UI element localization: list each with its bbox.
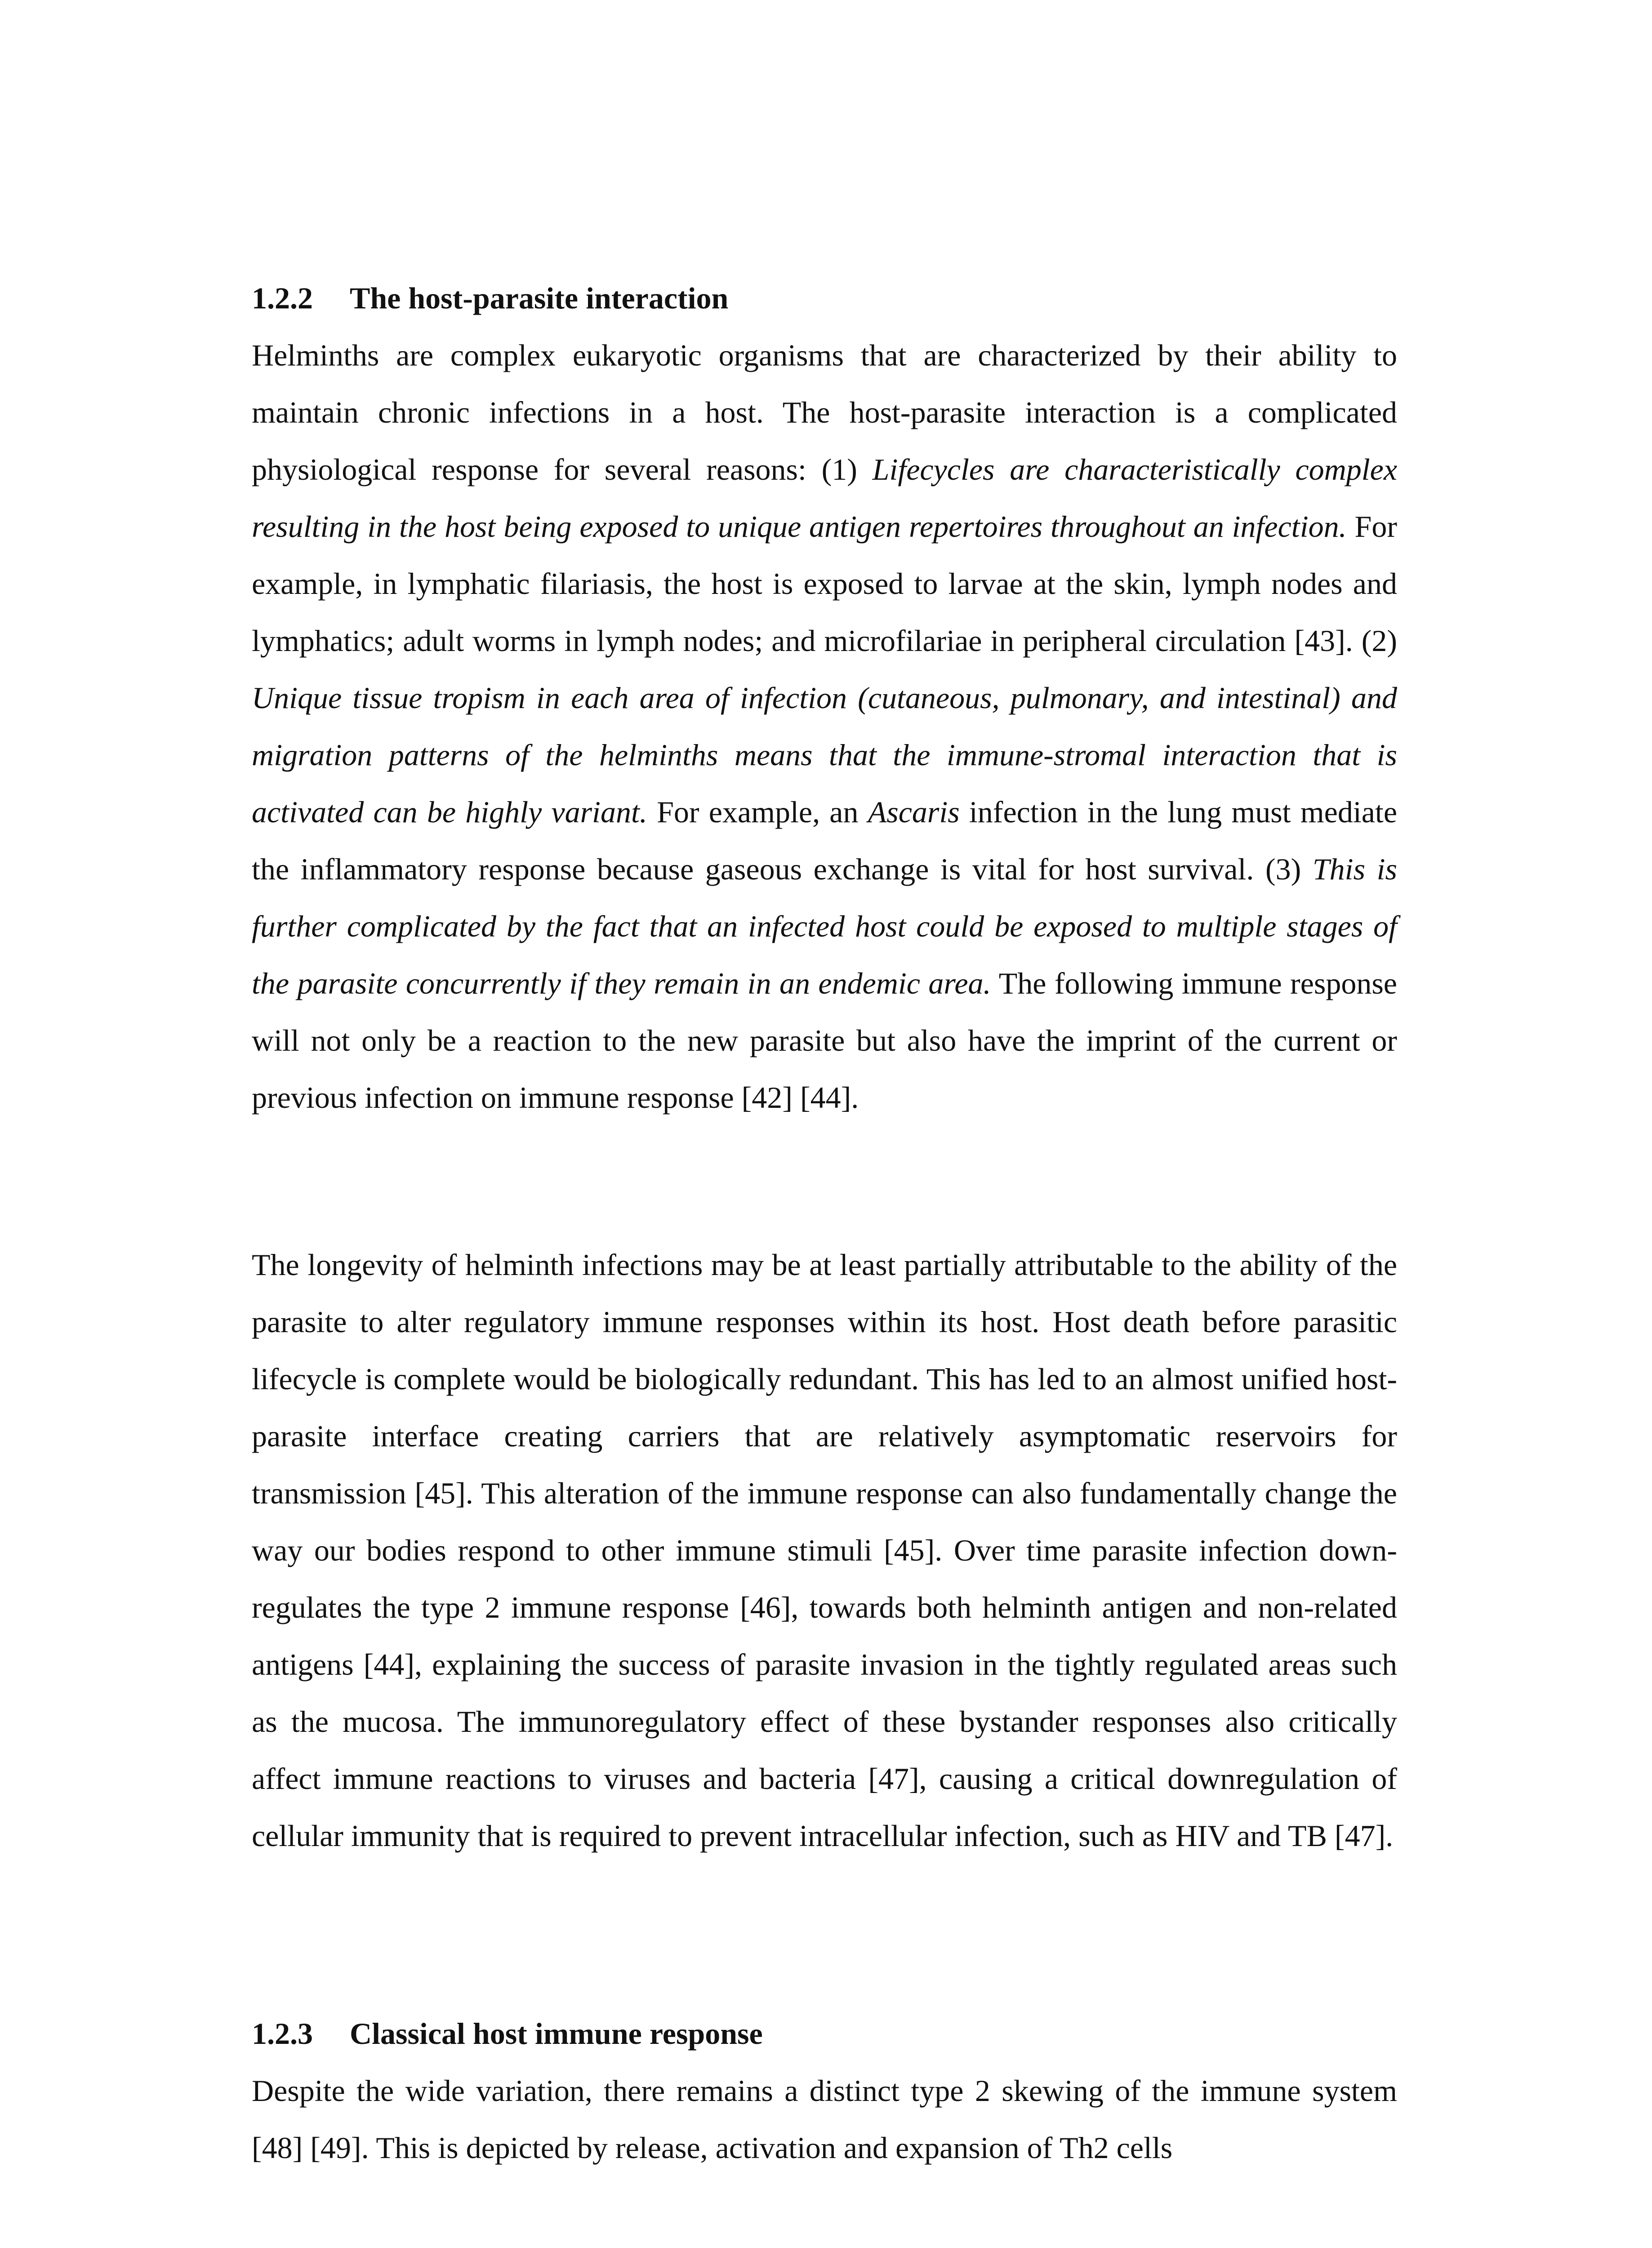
text-run: The following immune response will not only be a reaction to the new parasite but also have the imprint of the current or previous infection on immune response [42] [44].	[252, 966, 1397, 1115]
text-run: For example, in lymphatic filariasis, the host is exposed to larvae at the skin, lymph nodes and lymphatics; adult worms in lymph nodes; and microfilariae in peripheral circulation [43]. (2)	[252, 509, 1397, 658]
section-number: 1.2.3	[252, 2016, 313, 2051]
section-heading	[252, 270, 1397, 327]
text-run: Helminths are complex eukaryotic organisms that are characterized by their ability to maintain chronic infections in a host. The host-parasite interaction is a complicated physiological response for several reasons: (1)	[252, 338, 1397, 486]
section-number: 1.2.2	[252, 281, 313, 315]
body-paragraph: The longevity of helminth infections may be at least partially attributable to the ability of the parasite to alter regulatory immune responses within its host. Host death before parasitic lifecycle is complete would be biologically redundant. This has led to an almost unified host-parasite interface creating carriers that are relatively asymptomatic reservoirs for transmission [45]. This alteration of the immune response can also fundamentally change the way our bodies respond to other immune stimuli [45]. Over time parasite infection down-regulates the type 2 immune response [46], towards both helminth antigen and non-related antigens [44], explaining the success of parasite invasion in the tightly regulated areas such as the mucosa. The immunoregulatory effect of these bystander responses also critically affect immune reactions to viruses and bacteria [47], causing a critical downregulation of cellular immunity that is required to prevent intracellular infection, such as HIV and TB [47].	[252, 1248, 1397, 1853]
italic-species-name: Ascaris	[868, 795, 960, 829]
text-run: For example, an	[647, 795, 868, 829]
section-title: The host-parasite interaction	[350, 281, 729, 315]
italic-text-run: Lifecycles are characteristically complex resulting in the host being exposed to unique antigen repertoires throughout an infection.	[252, 452, 1398, 544]
section-host-parasite-interaction	[252, 270, 1397, 1126]
section-classical-host-immune-response	[252, 2005, 1397, 2177]
body-paragraph	[252, 327, 1397, 1126]
section-title: Classical host immune response	[350, 2016, 763, 2051]
text-run: infection in the lung must mediate the inflammatory response because gaseous exchange is vital for host survival. (3)	[252, 795, 1398, 886]
section-heading	[252, 2005, 1397, 2062]
body-paragraph: Despite the wide variation, there remains a distinct type 2 skewing of the immune system [48] [49]. This is depicted by release, activation and expansion of Th2 cells	[252, 2074, 1397, 2165]
section-host-parasite-interaction-continued	[252, 1236, 1397, 1864]
italic-text-run: This is further complicated by the fact that an infected host could be exposed to multiple stages of the parasite concurrently if they remain in an endemic area.	[252, 852, 1397, 1000]
italic-text-run: Unique tissue tropism in each area of infection (cutaneous, pulmonary, and intestinal) and migration patterns of the helminths means that the immune-stromal interaction that is activated can be highly variant.	[252, 681, 1397, 829]
